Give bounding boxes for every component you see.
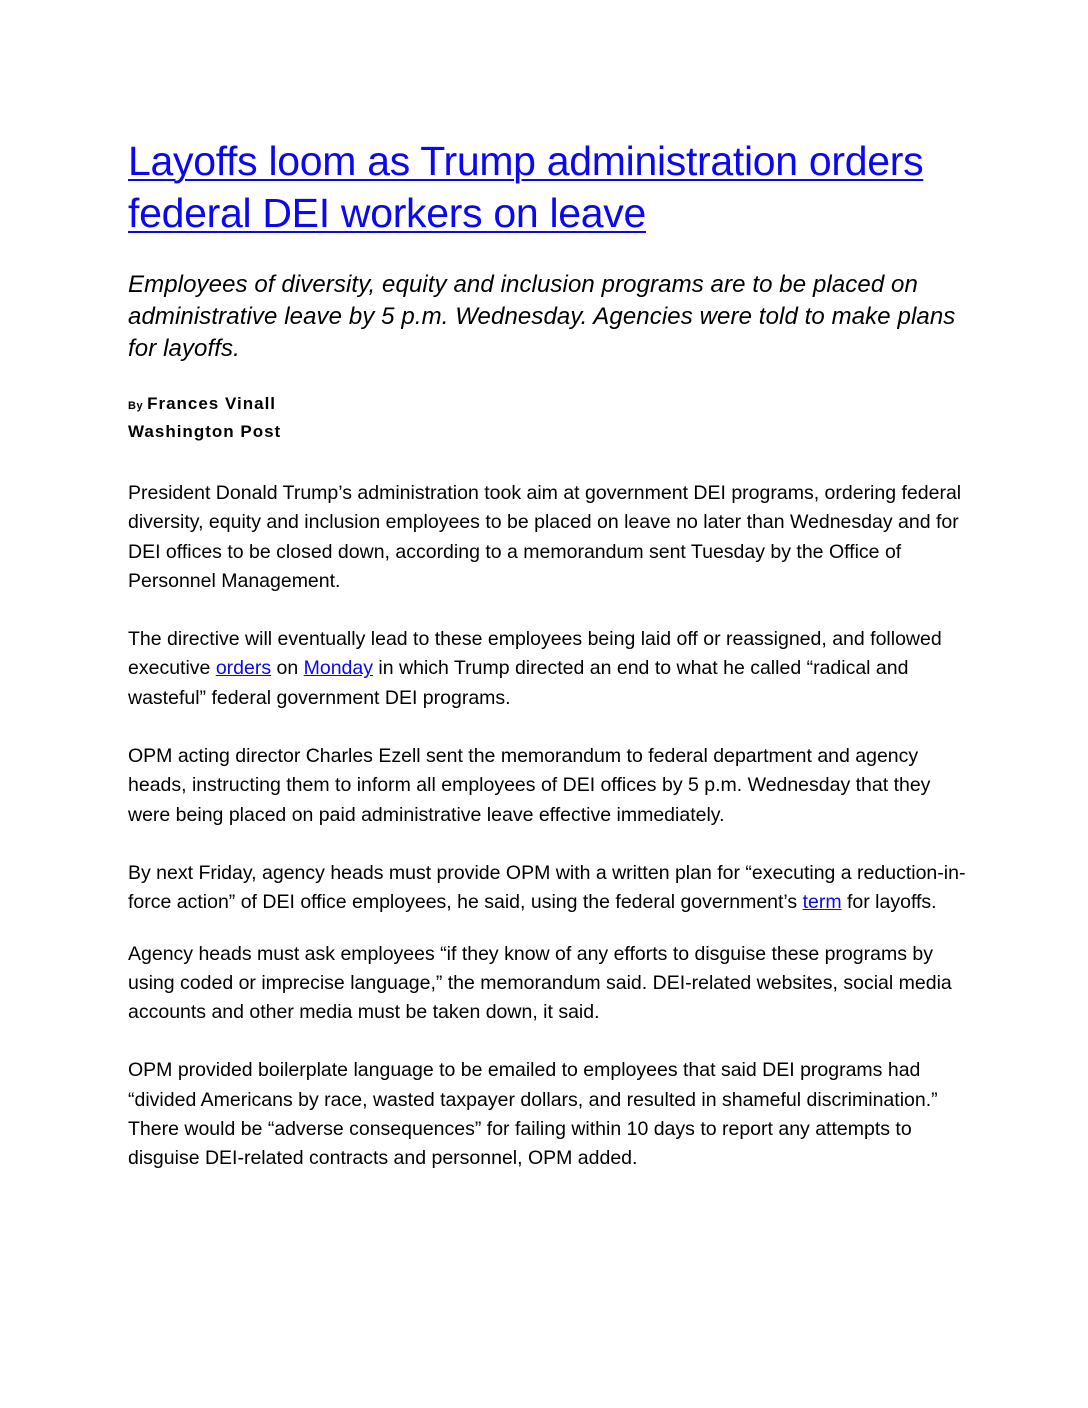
paragraph-5: Agency heads must ask employees “if they know of any efforts to disguise these programs by using coded or imprecise language,” the memorandum said. DEI-related websites, social media accounts and other media must be taken down, it said. [128, 942, 952, 1024]
paragraph-4 [128, 859, 968, 918]
byline-author: Frances Vinall [147, 394, 277, 413]
paragraph-4-text-end: for layoffs. [841, 891, 937, 914]
byline-by: By [128, 400, 144, 412]
paragraph-2 [128, 625, 968, 713]
headline-link[interactable]: Layoffs loom as Trump administration orders federal DEI workers on leave [128, 138, 924, 236]
paragraph-4-text-start: By next Friday, agency heads must provide OPM with a written plan for “executing a reduction-in-force action” of DEI office employees, he said, using the federal government’s [128, 861, 966, 914]
paragraph-2-text-start: The directive will eventually lead to these employees being laid off or reassigned, and followed executive [128, 628, 942, 680]
paragraph-1: President Donald Trump’s administration took aim at government DEI programs, ordering federal diversity, equity and inclusion employees to be placed on leave no later than Wednesday and for DEI offices to be closed down, according to a memorandum sent Tuesday by the Office of Personnel Management. [128, 482, 962, 592]
byline-outlet: Washington Post [128, 422, 282, 441]
article [128, 135, 968, 1174]
paragraph-2-text-end: in which Trump directed an end to what he called “radical and wasteful” federal government DEI programs. [128, 657, 909, 709]
byline [128, 391, 968, 445]
byline-author-line [128, 391, 968, 419]
orders-link[interactable]: orders [215, 657, 272, 680]
paragraph-3: OPM acting director Charles Ezell sent the memorandum to federal department and agency heads, instructing them to inform all employees of DEI offices by 5 p.m. Wednesday that they were being placed on paid administrative leave effective immediately. [128, 745, 931, 826]
headline [128, 135, 968, 239]
paragraph-2-text-middle: on [271, 657, 304, 680]
monday-link[interactable]: Monday [303, 657, 373, 680]
term-link[interactable]: term [802, 891, 842, 914]
subheadline: Employees of diversity, equity and inclusion programs are to be placed on administrative leave by 5 p.m. Wednesday. Agencies were told to make plans for layoffs. [128, 271, 956, 362]
paragraph-6: OPM provided boilerplate language to be emailed to employees that said DEI programs had “divided Americans by race, wasted taxpayer dollars, and resulted in shameful discrimination.” There would be “adverse consequences” for failing within 10 days to report any attempts to disguise DEI-related contracts and personnel, OPM added. [128, 1059, 938, 1170]
